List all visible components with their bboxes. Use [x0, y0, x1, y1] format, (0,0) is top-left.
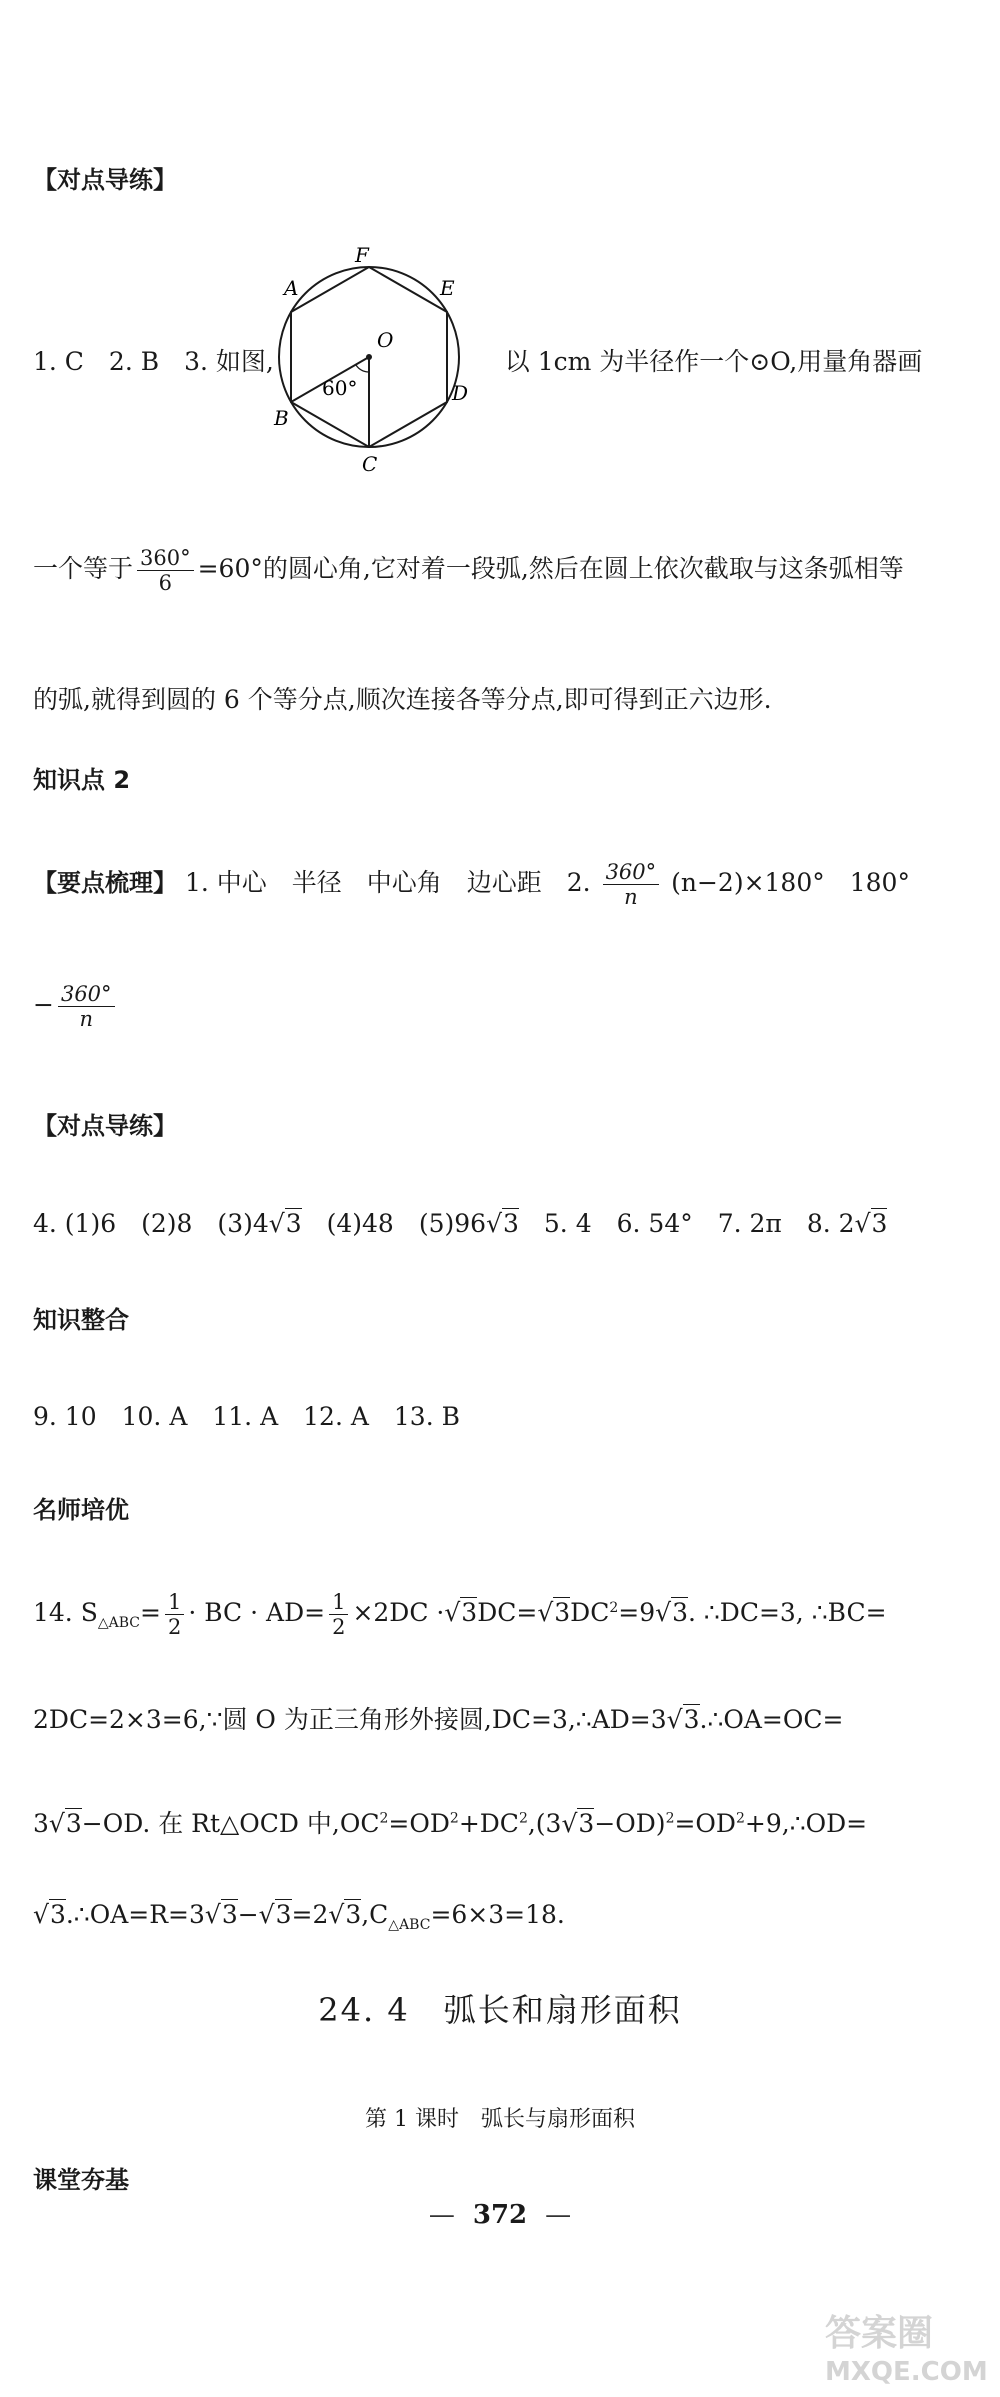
- figure-angle-label: 60°: [322, 376, 358, 400]
- page-number-value: 372: [472, 2200, 528, 2230]
- hexagon-figure: [262, 235, 477, 475]
- lesson-title: 第 1 课时 弧长与扇形面积: [365, 2107, 635, 2132]
- section-integration: 知识整合: [33, 1306, 129, 1334]
- figure-label-e: E: [440, 276, 455, 300]
- watermark-logo: [820, 2300, 990, 2390]
- answers-9-13: 9. 10 10. A 11. A 12. A 13. B: [33, 1402, 460, 1431]
- figure-label-d: D: [452, 381, 469, 405]
- answers-1-3-line2: [33, 546, 970, 595]
- kp2-points-mid: (n−2)×180° 180°: [671, 868, 910, 898]
- fraction-half: $\frac{1}{2}$: [165, 1590, 184, 1639]
- page-dash-left: —: [428, 2200, 455, 2230]
- q14-line1: 14. $S_{\triangle ABC}=$ $\frac{1}{2}$ · BC · AD= $\frac{1}{2}$ $\times 2DC \cdot√3DC=√3DC^2=9√3$. ∴DC=3, ∴BC=: [33, 1590, 887, 1640]
- section-kp2: 知识点 2: [33, 766, 131, 794]
- minus-sign: −: [33, 990, 54, 1020]
- fraction-360-n: $\frac{360^\circ}{n}$: [603, 860, 660, 909]
- answers-1-3: [33, 342, 970, 378]
- section-master: 名师培优: [33, 1496, 129, 1524]
- figure-label-c: C: [362, 452, 378, 475]
- figure-label-b: B: [274, 406, 289, 430]
- kp2-points-label: 【要点梳理】: [33, 869, 177, 898]
- kp2-points-items: 1. 中心 半径 中心角 边心距 2.: [184, 868, 591, 898]
- figure-label-o: O: [377, 328, 394, 352]
- line2-text-b: =60°的圆心角,它对着一段弧,然后在圆上依次截取与这条弧相等: [197, 554, 904, 584]
- section-drill-1: 【对点导练】: [33, 166, 177, 194]
- svg-text:答案圈: 答案圈: [825, 2313, 934, 2354]
- kp2-points: [33, 860, 970, 909]
- line2-text-a: 一个等于: [33, 554, 134, 584]
- page-number: [0, 2200, 1000, 2230]
- svg-text:MXQE.COM: MXQE.COM: [825, 2357, 988, 2387]
- section-classroom: 课堂夯基: [33, 2166, 129, 2194]
- figure-label-f: F: [355, 243, 369, 267]
- answers-1-3-prefix: 1. C 2. B 3. 如图,: [33, 347, 274, 376]
- section-title: 24. 4 弧长和扇形面积: [318, 1991, 682, 2029]
- q14-line3: 3√3−OD. 在 Rt△OCD 中$,OC^2=OD^2+DC^2,(3√3-OD)^2=OD^2+9,\therefore OD=$: [33, 1809, 868, 1838]
- figure-label-a: A: [284, 276, 299, 300]
- kp2-points-line2: [33, 982, 970, 1031]
- section-drill-2: 【对点导练】: [33, 1112, 177, 1140]
- q14-line4: $√3.\therefore OA=R=3√3-√3=2√3,C_{\triangle ABC}=6\times 3=18$.: [33, 1900, 565, 1933]
- q14-line2: 2DC=2×3=6,∵圆 O 为正三角形外接圆,DC=3,∴AD=3√3.∴OA=OC=: [33, 1705, 844, 1734]
- answers-4-8: 4. (1)6 (2)8 (3)4√3 (4)48 (5)96√3 5. 4 6. 54° 7. 2π 8. 2√3: [33, 1209, 888, 1238]
- answers-1-3-suffix: 以 1cm 为半径作一个⊙O,用量角器画: [504, 347, 923, 376]
- fraction-360-n-2: $\frac{360^\circ}{n}$: [58, 982, 115, 1031]
- answers-1-3-line3: 的弧,就得到圆的 6 个等分点,顺次连接各等分点,即可得到正六边形.: [33, 685, 772, 714]
- page-dash-right: —: [545, 2200, 572, 2230]
- fraction-half-2: $\frac{1}{2}$: [329, 1590, 348, 1639]
- fraction-360-6: $\frac{360^\circ}{6}$: [137, 546, 194, 595]
